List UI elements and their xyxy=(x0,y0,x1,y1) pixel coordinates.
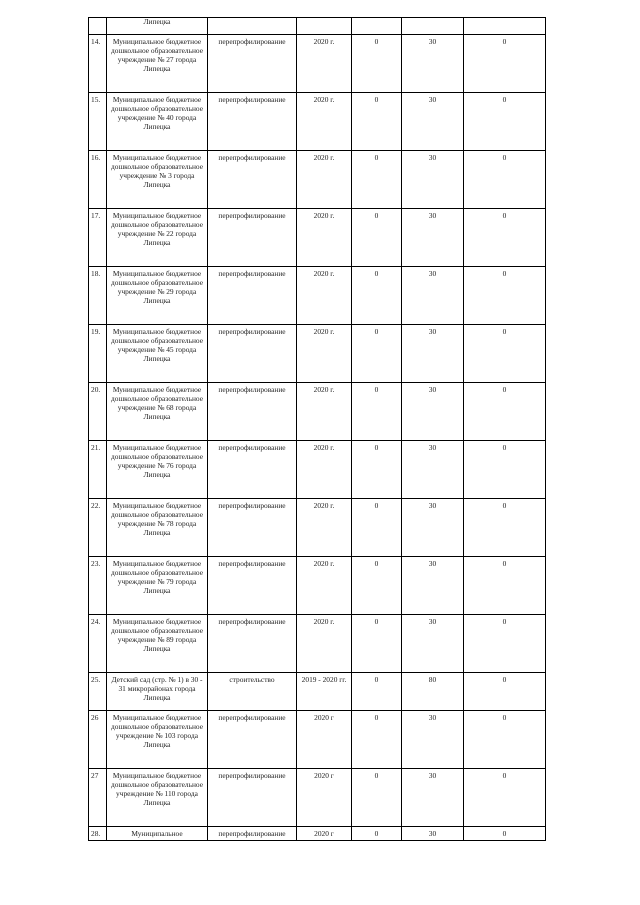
row-number: 14. xyxy=(89,35,107,93)
institution-name: Муниципальное бюджетное дошкольное образовательное учреждение № 76 города Липецка xyxy=(107,441,208,499)
value-col-2: 30 xyxy=(402,35,464,93)
value-col-2: 30 xyxy=(402,615,464,673)
period: 2020 г. xyxy=(297,441,352,499)
value-col-2: 30 xyxy=(402,325,464,383)
table-row xyxy=(89,151,546,209)
work-type: перепрофилирование xyxy=(208,151,297,209)
table-row xyxy=(89,769,546,827)
institution-name: Муниципальное бюджетное дошкольное образовательное учреждение № 79 города Липецка xyxy=(107,557,208,615)
value-col-3: 0 xyxy=(464,441,546,499)
row-number: 22. xyxy=(89,499,107,557)
value-col-1: 0 xyxy=(352,499,402,557)
value-col-3: 0 xyxy=(464,383,546,441)
row-number: 28. xyxy=(89,827,107,841)
table-row xyxy=(89,827,546,841)
value-col-1: 0 xyxy=(352,383,402,441)
period: 2020 г xyxy=(297,827,352,841)
value-col-3: 0 xyxy=(464,673,546,711)
row-number: 16. xyxy=(89,151,107,209)
institution-name: Муниципальное бюджетное дошкольное образовательное учреждение № 45 города Липецка xyxy=(107,325,208,383)
table-row xyxy=(89,383,546,441)
institution-name: Муниципальное бюджетное дошкольное образовательное учреждение № 89 города Липецка xyxy=(107,615,208,673)
period: 2020 г. xyxy=(297,35,352,93)
table-row xyxy=(89,711,546,769)
value-col-2: 30 xyxy=(402,499,464,557)
value-col-2: 30 xyxy=(402,93,464,151)
value-col-1: 0 xyxy=(352,673,402,711)
row-number: 26 xyxy=(89,711,107,769)
period: 2020 г. xyxy=(297,267,352,325)
value-col-3 xyxy=(464,18,546,35)
table-row xyxy=(89,441,546,499)
value-col-1 xyxy=(352,18,402,35)
work-type: перепрофилирование xyxy=(208,93,297,151)
value-col-1: 0 xyxy=(352,209,402,267)
institution-name: Муниципальное бюджетное дошкольное образовательное учреждение № 22 города Липецка xyxy=(107,209,208,267)
period: 2020 г. xyxy=(297,615,352,673)
work-type: перепрофилирование xyxy=(208,267,297,325)
institution-name: Муниципальное бюджетное дошкольное образовательное учреждение № 3 города Липецка xyxy=(107,151,208,209)
institution-name: Муниципальное бюджетное дошкольное образовательное учреждение № 103 города Липецка xyxy=(107,711,208,769)
row-number xyxy=(89,18,107,35)
table-row xyxy=(89,325,546,383)
value-col-3: 0 xyxy=(464,769,546,827)
value-col-1: 0 xyxy=(352,267,402,325)
row-number: 21. xyxy=(89,441,107,499)
row-number: 17. xyxy=(89,209,107,267)
value-col-3: 0 xyxy=(464,557,546,615)
value-col-1: 0 xyxy=(352,151,402,209)
work-type xyxy=(208,18,297,35)
period: 2020 г xyxy=(297,769,352,827)
value-col-1: 0 xyxy=(352,35,402,93)
period: 2020 г. xyxy=(297,209,352,267)
value-col-3: 0 xyxy=(464,209,546,267)
value-col-1: 0 xyxy=(352,711,402,769)
row-number: 25. xyxy=(89,673,107,711)
row-number: 24. xyxy=(89,615,107,673)
value-col-1: 0 xyxy=(352,441,402,499)
table-row xyxy=(89,18,546,35)
institution-name: Муниципальное бюджетное дошкольное образовательное учреждение № 78 города Липецка xyxy=(107,499,208,557)
institution-name: Муниципальное бюджетное дошкольное образовательное учреждение № 110 города Липецка xyxy=(107,769,208,827)
value-col-1: 0 xyxy=(352,325,402,383)
value-col-1: 0 xyxy=(352,93,402,151)
work-type: перепрофилирование xyxy=(208,383,297,441)
work-type: перепрофилирование xyxy=(208,711,297,769)
period: 2020 г. xyxy=(297,93,352,151)
value-col-3: 0 xyxy=(464,93,546,151)
table-row xyxy=(89,209,546,267)
institution-name: Муниципальное бюджетное дошкольное образовательное учреждение № 68 города Липецка xyxy=(107,383,208,441)
institution-name: Липецка xyxy=(107,18,208,35)
work-type: строительство xyxy=(208,673,297,711)
work-type: перепрофилирование xyxy=(208,325,297,383)
value-col-1: 0 xyxy=(352,827,402,841)
period: 2020 г. xyxy=(297,499,352,557)
period: 2020 г. xyxy=(297,151,352,209)
value-col-3: 0 xyxy=(464,35,546,93)
value-col-2: 80 xyxy=(402,673,464,711)
work-type: перепрофилирование xyxy=(208,209,297,267)
value-col-3: 0 xyxy=(464,827,546,841)
value-col-2: 30 xyxy=(402,151,464,209)
program-table xyxy=(88,17,546,841)
value-col-2: 30 xyxy=(402,711,464,769)
value-col-1: 0 xyxy=(352,615,402,673)
work-type: перепрофилирование xyxy=(208,827,297,841)
row-number: 15. xyxy=(89,93,107,151)
value-col-2: 30 xyxy=(402,769,464,827)
value-col-1: 0 xyxy=(352,769,402,827)
row-number: 18. xyxy=(89,267,107,325)
value-col-1: 0 xyxy=(352,557,402,615)
table-row xyxy=(89,35,546,93)
period: 2019 - 2020 гг. xyxy=(297,673,352,711)
value-col-3: 0 xyxy=(464,711,546,769)
value-col-3: 0 xyxy=(464,267,546,325)
work-type: перепрофилирование xyxy=(208,615,297,673)
period xyxy=(297,18,352,35)
table-row xyxy=(89,557,546,615)
institution-name: Муниципальное бюджетное дошкольное образовательное учреждение № 27 города Липецка xyxy=(107,35,208,93)
table-row xyxy=(89,499,546,557)
value-col-3: 0 xyxy=(464,499,546,557)
value-col-2: 30 xyxy=(402,209,464,267)
value-col-2 xyxy=(402,18,464,35)
value-col-3: 0 xyxy=(464,151,546,209)
institution-name: Детский сад (стр. № 1) в 30 - 31 микрорайонах города Липецка xyxy=(107,673,208,711)
row-number: 19. xyxy=(89,325,107,383)
row-number: 23. xyxy=(89,557,107,615)
work-type: перепрофилирование xyxy=(208,499,297,557)
work-type: перепрофилирование xyxy=(208,769,297,827)
value-col-3: 0 xyxy=(464,615,546,673)
value-col-2: 30 xyxy=(402,557,464,615)
period: 2020 г. xyxy=(297,557,352,615)
period: 2020 г xyxy=(297,711,352,769)
work-type: перепрофилирование xyxy=(208,441,297,499)
value-col-2: 30 xyxy=(402,827,464,841)
row-number: 27 xyxy=(89,769,107,827)
value-col-3: 0 xyxy=(464,325,546,383)
work-type: перепрофилирование xyxy=(208,557,297,615)
table-row xyxy=(89,615,546,673)
period: 2020 г. xyxy=(297,325,352,383)
table-row xyxy=(89,673,546,711)
value-col-2: 30 xyxy=(402,383,464,441)
value-col-2: 30 xyxy=(402,441,464,499)
institution-name: Муниципальное бюджетное дошкольное образовательное учреждение № 29 города Липецка xyxy=(107,267,208,325)
row-number: 20. xyxy=(89,383,107,441)
institution-name: Муниципальное бюджетное дошкольное образовательное учреждение № 40 города Липецка xyxy=(107,93,208,151)
value-col-2: 30 xyxy=(402,267,464,325)
table-row xyxy=(89,93,546,151)
work-type: перепрофилирование xyxy=(208,35,297,93)
table-row xyxy=(89,267,546,325)
period: 2020 г. xyxy=(297,383,352,441)
institution-name: Муниципальное xyxy=(107,827,208,841)
